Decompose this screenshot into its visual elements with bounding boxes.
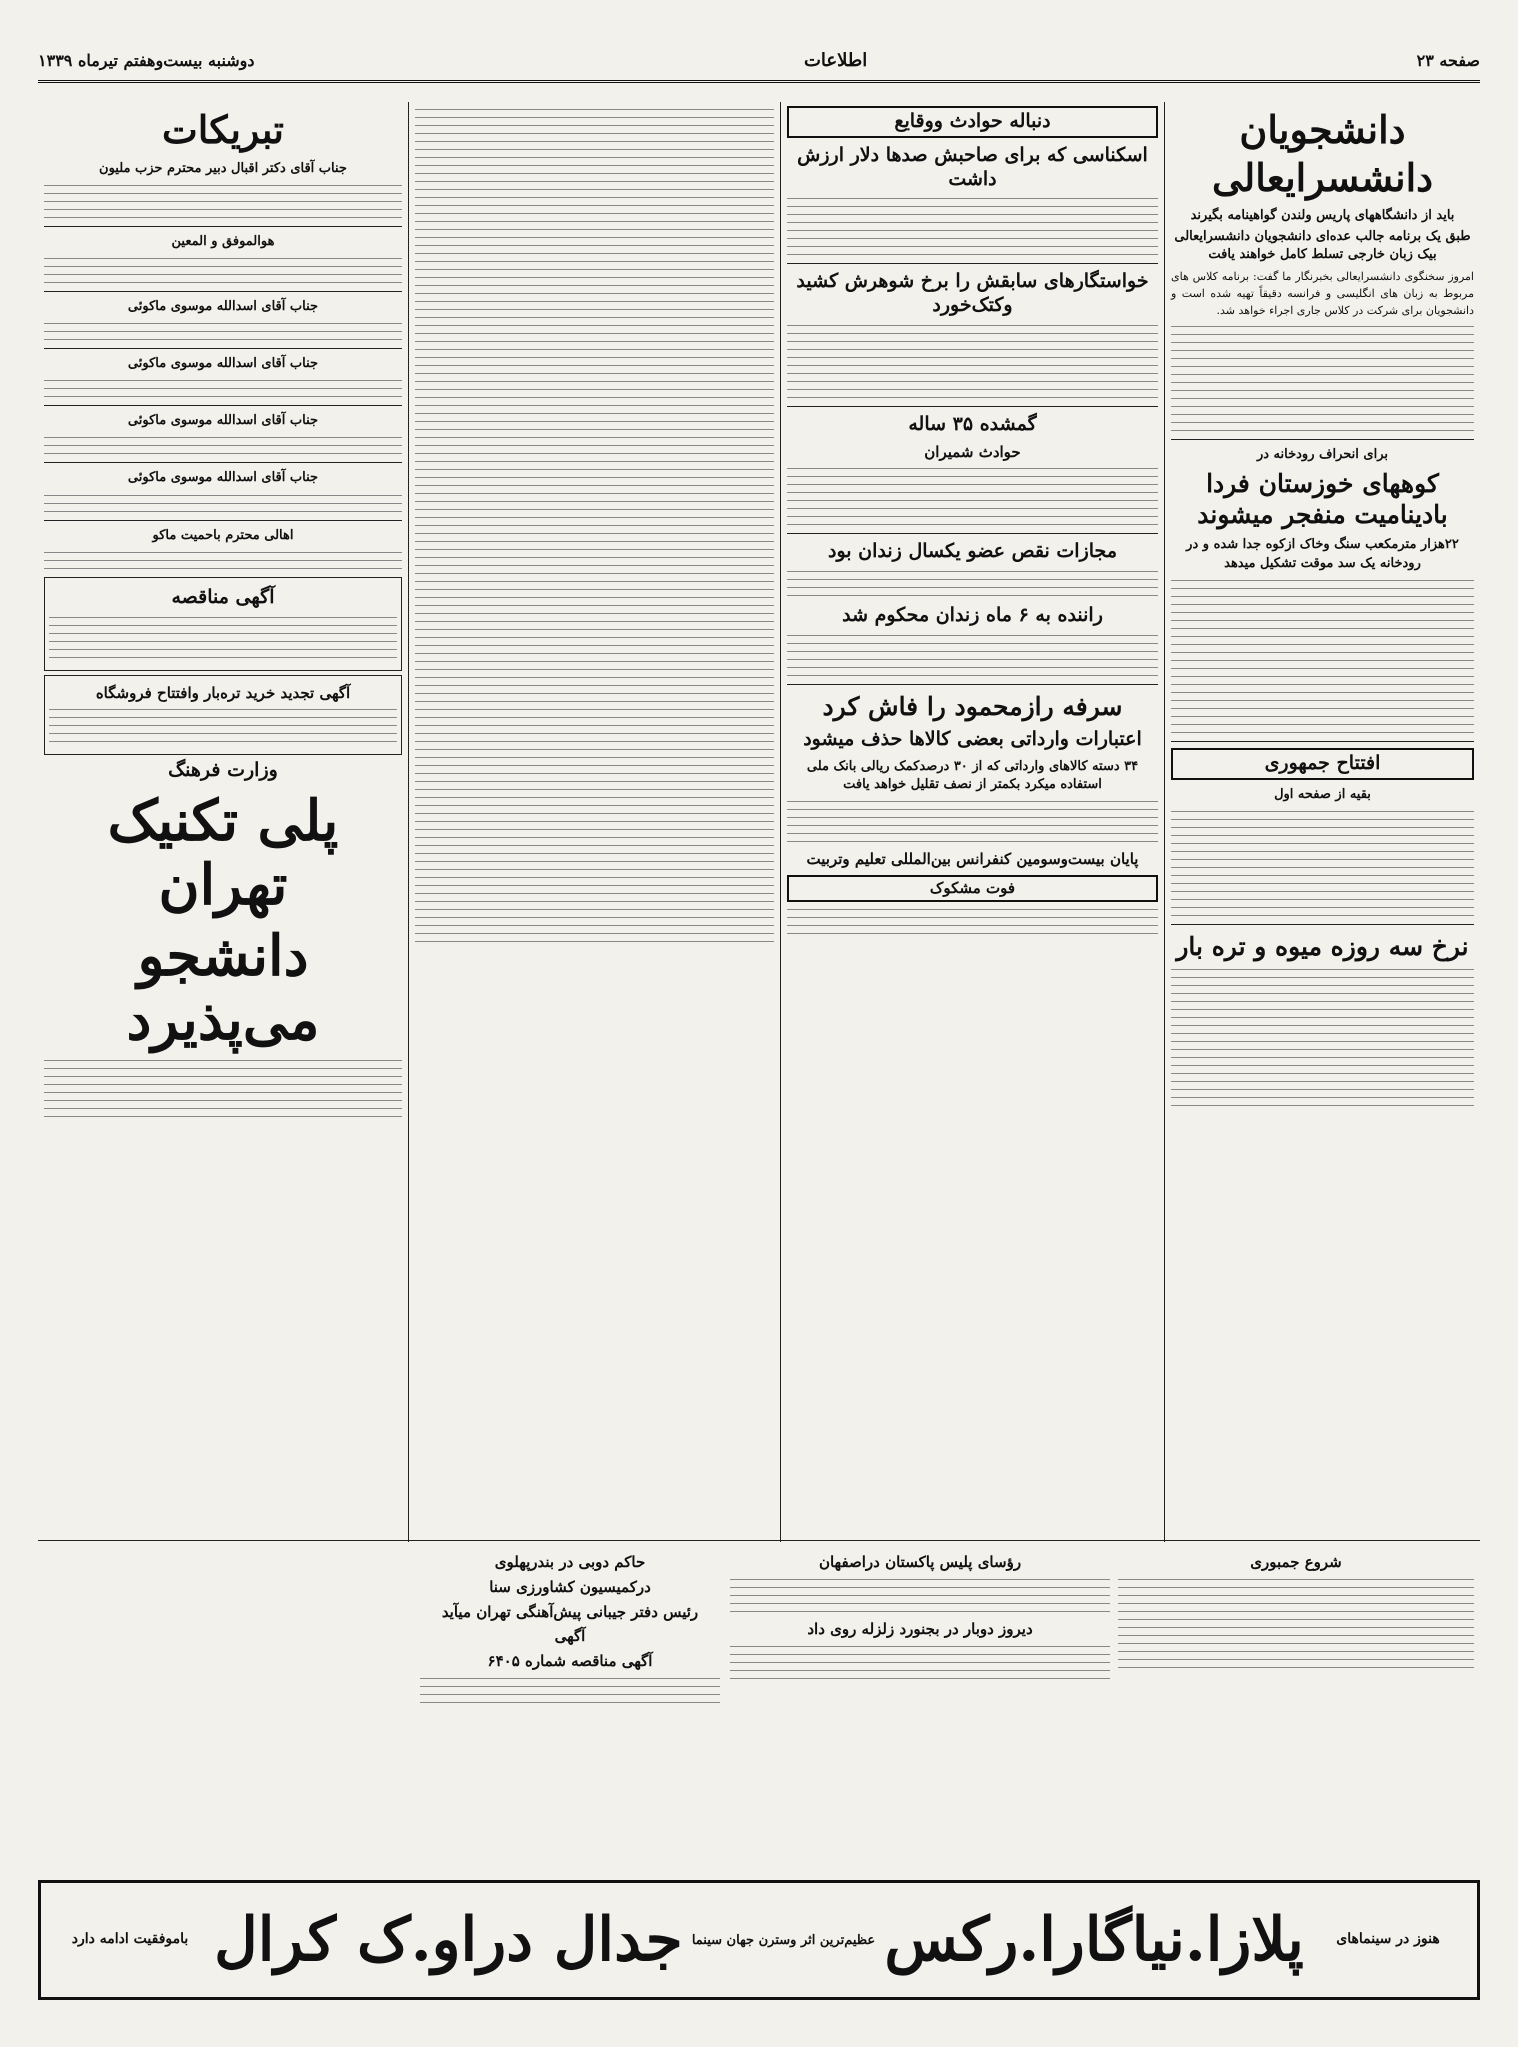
congrats-item-4: جناب آقای اسدالله موسوی ماکوئی [127, 356, 319, 372]
congrats-item-1: جناب آقای دکتر اقبال دبیر محترم حزب ملیون [99, 160, 347, 176]
headline-produce-prices: نرخ سه روزه میوه و تره بار [1176, 931, 1469, 961]
headline-dubai-ruler: حاکم دوبی در بندرپهلوی [494, 1553, 646, 1571]
article-text-block [44, 495, 402, 512]
headline-scout-chief: رئیس دفتر جیبانی پیش‌آهنگی تهران میآید [441, 1602, 699, 1621]
headline-banknote: اسکناسی که برای صاحبش صدها دلار ارزش داشت [797, 143, 1148, 190]
article-students-body: امروز سخنگوی دانشسرایعالی بخبرنگار ما گفت: برنامه کلاس های مربوط به زبان های انگلیسی و فرانسه دقیقاً تهیه شده است و دانشجویان برای شرکت در کلاس جاری اجراء خواهد شد. [1171, 269, 1474, 317]
headline-missing-35: گمشده ۳۵ ساله [908, 412, 1037, 435]
newspaper-page [38, 40, 1480, 2000]
subheadline-import-credits: ۳۴ دسته کالاهای وارداتی که از ۳۰ درصدکمک ریالی بانک ملی استفاده میکرد بکمتر از نصف تقلیل خواهد یافت [806, 758, 1139, 792]
article-text-block [44, 1060, 402, 1117]
masthead [38, 40, 1480, 83]
tender-notice [44, 577, 402, 671]
paper-name: اطلاعات [803, 49, 868, 71]
headline-earthquake: دیروز دوبار در بجنورد زلزله روی داد [807, 1619, 1033, 1638]
page-number: صفحه ۲۳ [1416, 50, 1480, 70]
headline-congratulations: تبریکات [162, 107, 284, 152]
article-text-block [787, 635, 1158, 676]
article-text-block [787, 571, 1158, 596]
congrats-item-5: جناب آقای اسدالله موسوی ماکوئی [127, 413, 319, 429]
article-text-block [1171, 326, 1474, 431]
produce-store-title: آگهی تجدید خرید تره‌بار وافتتاح فروشگاه [95, 683, 351, 702]
subheadline-students-2: طبق یک برنامه جالب عده‌ای دانشجویان دانشسرایعالی بیک زبان خارجی تسلط کامل خواهند یافت [1174, 229, 1471, 263]
congrats-item-6: جناب آقای اسدالله موسوی ماکوئی [127, 470, 319, 486]
congrats-item-3: جناب آقای اسدالله موسوی ماکوئی [127, 298, 319, 314]
headline-import-credits: اعتبارات وارداتی بعضی کالاها حذف میشود [803, 728, 1142, 750]
headline-driver-sentence: راننده به ۶ ماه زندان محکوم شد [842, 604, 1103, 626]
produce-store-notice [44, 675, 402, 756]
article-text-block [787, 801, 1158, 842]
cinema-names: پلازا.نیاگارا.رکس [884, 1905, 1304, 1975]
headline-education-conference: پایان بیست‌وسومین کنفرانس بین‌المللی تعلیم وتربیت [806, 850, 1139, 869]
banner-events: دنباله حوادث ووقایع [787, 106, 1158, 138]
article-mountains-kicker: برای انحراف رودخانه در [1256, 446, 1389, 462]
headline-tender-6405: آگهی مناقصه شماره ۶۴۰۵ [487, 1652, 653, 1670]
article-text-block [44, 185, 402, 218]
ministry-name: وزارت فرهنگ [168, 759, 278, 782]
congrats-item-2: هوالموفق و المعین [171, 233, 275, 249]
column-events [780, 102, 1164, 1542]
column-congratulations [38, 102, 408, 1542]
headline-jamboree-start: شروع جمبوری [1250, 1553, 1342, 1571]
headline-suspicious-death: فوت مشکوک [787, 875, 1158, 902]
cinema-list-note: هنوز در سینماهای [1336, 1931, 1440, 1948]
article-text-block [44, 552, 402, 569]
column-continued [408, 102, 780, 1542]
article-text-block [1171, 580, 1474, 733]
headline-cough: سرفه رازمحمود را فاش کرد [822, 691, 1123, 721]
run-status: باموفقیت ادامه دارد [71, 1931, 189, 1948]
article-text-block [44, 323, 402, 340]
polytechnic-subtitle: دانشجو می‌پذیرد [126, 922, 320, 1054]
headline-jamboree: افتتاح جمهوری [1171, 748, 1474, 780]
article-text-block [44, 380, 402, 397]
headline-senate-commission: درکمیسیون کشاورزی سنا [489, 1577, 651, 1596]
polytechnic-title: پلی تکنیک تهران [107, 788, 339, 919]
article-text-block [787, 198, 1158, 255]
tender-title: آگهی مناقصه [171, 585, 275, 608]
headline-pakistan-police: رؤسای پلیس پاکستان دراصفهان [818, 1553, 1022, 1571]
issue-date: دوشنبه بیست‌وهفتم تیرماه ۱۳۳۹ [38, 50, 255, 70]
article-text-block [44, 258, 402, 283]
subheadline-mountains: ۲۲هزار مترمکعب سنگ وخاک ازکوه جدا شده و در رودخانه یک سد موقت تشکیل میدهد [1186, 537, 1459, 571]
film-title: جدال دراو.ک کرال [214, 1905, 683, 1975]
bottom-news-band [38, 1540, 1480, 1871]
headline-mountains: کوههای خوزستان فردا بادینامیت منفجر میشوند [1197, 468, 1448, 530]
article-text-block [415, 109, 774, 942]
article-text-block [787, 325, 1158, 398]
headline-suitors: خواستگارهای سابقش را برخ شوهرش کشید وکتک‌خورد [796, 270, 1149, 316]
article-text-block [1171, 811, 1474, 916]
headline-shemiran: حوادث شمیران [924, 442, 1021, 461]
headline-injury-sentence: مجازات نقص عضو یکسال زندان بود [827, 540, 1117, 563]
article-text-block [44, 437, 402, 454]
price-list-block [1171, 969, 1474, 1106]
film-tagline: عظیم‌ترین اثر وسترن جهان سینما [691, 1932, 876, 1948]
headline-notice: آگهی [554, 1627, 586, 1646]
headline-students: دانشجویان دانشسرایعالی [1211, 107, 1434, 200]
column-university-news [1164, 102, 1480, 1542]
article-text-block [787, 468, 1158, 525]
subheadline-students: باید از دانشگاههای پاریس ولندن گواهینامه بگیرند [1190, 208, 1455, 223]
congrats-item-7: اهالی محترم باحمیت ماکو [152, 527, 294, 543]
article-text-block [787, 909, 1158, 934]
cinema-advertisement [38, 1880, 1480, 2000]
continued-note: بقیه از صفحه اول [1274, 786, 1371, 802]
